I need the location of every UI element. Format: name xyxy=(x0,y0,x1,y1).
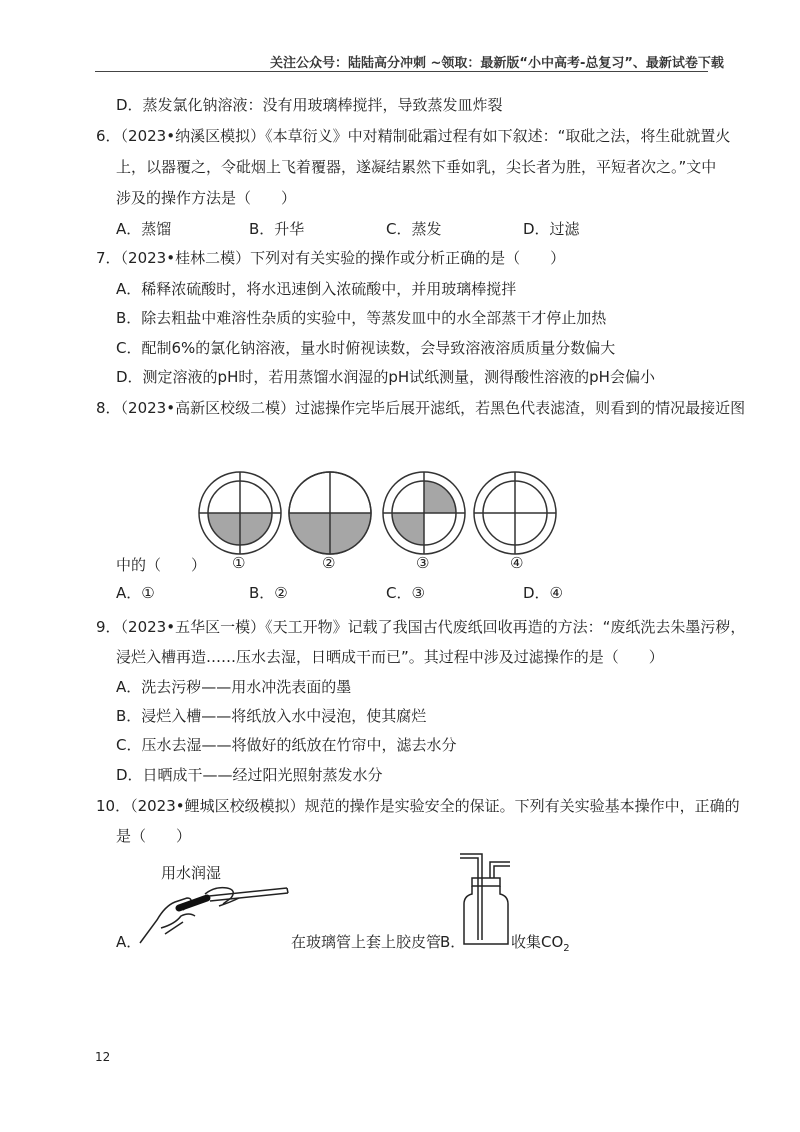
q10-option-b-caption: 收集$CO_2$ xyxy=(511,933,570,954)
figure-label-3: ③ xyxy=(416,554,430,572)
q10-option-a-prefix: A． xyxy=(116,933,142,951)
q6-option-b: B．升华 xyxy=(249,220,305,238)
q10-option-b-prefix: B． xyxy=(440,933,466,951)
q9-option-a: A．洗去污秽——用水冲洗表面的墨 xyxy=(116,678,352,696)
filter-paper-4 xyxy=(474,472,556,554)
filter-paper-2 xyxy=(289,472,371,554)
q7-stem: 7．（2023•桂林二模）下列对有关实验的操作或分析正确的是（ ） xyxy=(96,249,566,267)
q7-option-b: B．除去粗盐中难溶性杂质的实验中，等蒸发皿中的水全部蒸干才停止加热 xyxy=(116,309,607,327)
filter-paper-3 xyxy=(383,472,465,554)
q10-stem-line2: 是（ ） xyxy=(116,827,192,845)
q9-stem-line2: 浸烂入槽再造……压水去湿，日晒成干而已”。其过程中涉及过滤操作的是（ ） xyxy=(116,648,664,666)
q9-stem-line1: 9．（2023•五华区一模）《天工开物》记载了我国古代废纸回收再造的方法：“废纸洗去朱墨污秽， xyxy=(96,618,746,636)
q8-option-b: B．② xyxy=(249,584,288,602)
q8-option-c: C．③ xyxy=(386,584,425,602)
q7-option-c: C．配制6%的氯化钠溶液，量水时俯视读数，会导致溶液溶质质量分数偏大 xyxy=(116,339,616,357)
q8-stem: 8．（2023•高新区校级二模）过滤操作完毕后展开滤纸，若黑色代表滤渣，则看到的情况最接近图 xyxy=(96,399,746,417)
q9-option-d: D．日晒成干——经过阳光照射蒸发水分 xyxy=(116,766,383,784)
figure-gas-bottle xyxy=(452,848,517,948)
q6-option-c: C．蒸发 xyxy=(386,220,442,238)
q8-stem-end: 中的（ ） xyxy=(116,556,207,574)
q6-stem-line3: 涉及的操作方法是（ ） xyxy=(116,189,297,207)
q7-option-a: A．稀释浓硫酸时，将水迅速倒入浓硫酸中，并用玻璃棒搅拌 xyxy=(116,280,517,298)
page-number: 12 xyxy=(95,1050,111,1064)
q10-stem-line1: 10．（2023•鲤城区校级模拟）规范的操作是实验安全的保证。下列有关实验基本操作中，正确的 xyxy=(96,797,740,815)
figure-label-2: ② xyxy=(322,554,336,572)
q9-option-c: C．压水去湿——将做好的纸放在竹帘中，滤去水分 xyxy=(116,736,457,754)
header-rule xyxy=(95,71,708,72)
filter-paper-1 xyxy=(199,472,281,554)
q7-option-d: D．测定溶液的pH时，若用蒸馏水润湿的pH试纸测量，测得酸性溶液的pH会偏小 xyxy=(116,368,655,386)
q8-option-d: D．④ xyxy=(523,584,563,602)
figure-label-wet: 用水润湿 xyxy=(161,864,222,882)
page-header: 关注公众号：陆陆高分冲刺 ~领取：最新版“小中高考-总复习”、最新试卷下载 xyxy=(270,56,724,71)
figure-label-1: ① xyxy=(232,554,246,572)
figure-label-4: ④ xyxy=(510,554,524,572)
q6-option-a: A．蒸馏 xyxy=(116,220,172,238)
q8-option-a: A．① xyxy=(116,584,155,602)
q10-option-a-caption: 在玻璃管上套上胶皮管 xyxy=(291,933,442,951)
q5-option-d: D．蒸发氯化钠溶液：没有用玻璃棒搅拌，导致蒸发皿炸裂 xyxy=(116,96,503,114)
filter-paper-figure xyxy=(190,465,560,575)
q6-stem-line1: 6．（2023•纳溪区模拟）《本草衍义》中对精制砒霜过程有如下叙述：“取砒之法，将生砒就置火 xyxy=(96,127,731,145)
q9-option-b: B．浸烂入槽——将纸放入水中浸泡，使其腐烂 xyxy=(116,707,427,725)
figure-glass-tube-hands xyxy=(135,858,295,948)
q6-stem-line2: 上，以器覆之，令砒烟上飞着覆器，遂凝结累然下垂如乳，尖长者为胜，平短者次之。”文中 xyxy=(116,158,717,176)
q6-option-d: D．过滤 xyxy=(523,220,580,238)
